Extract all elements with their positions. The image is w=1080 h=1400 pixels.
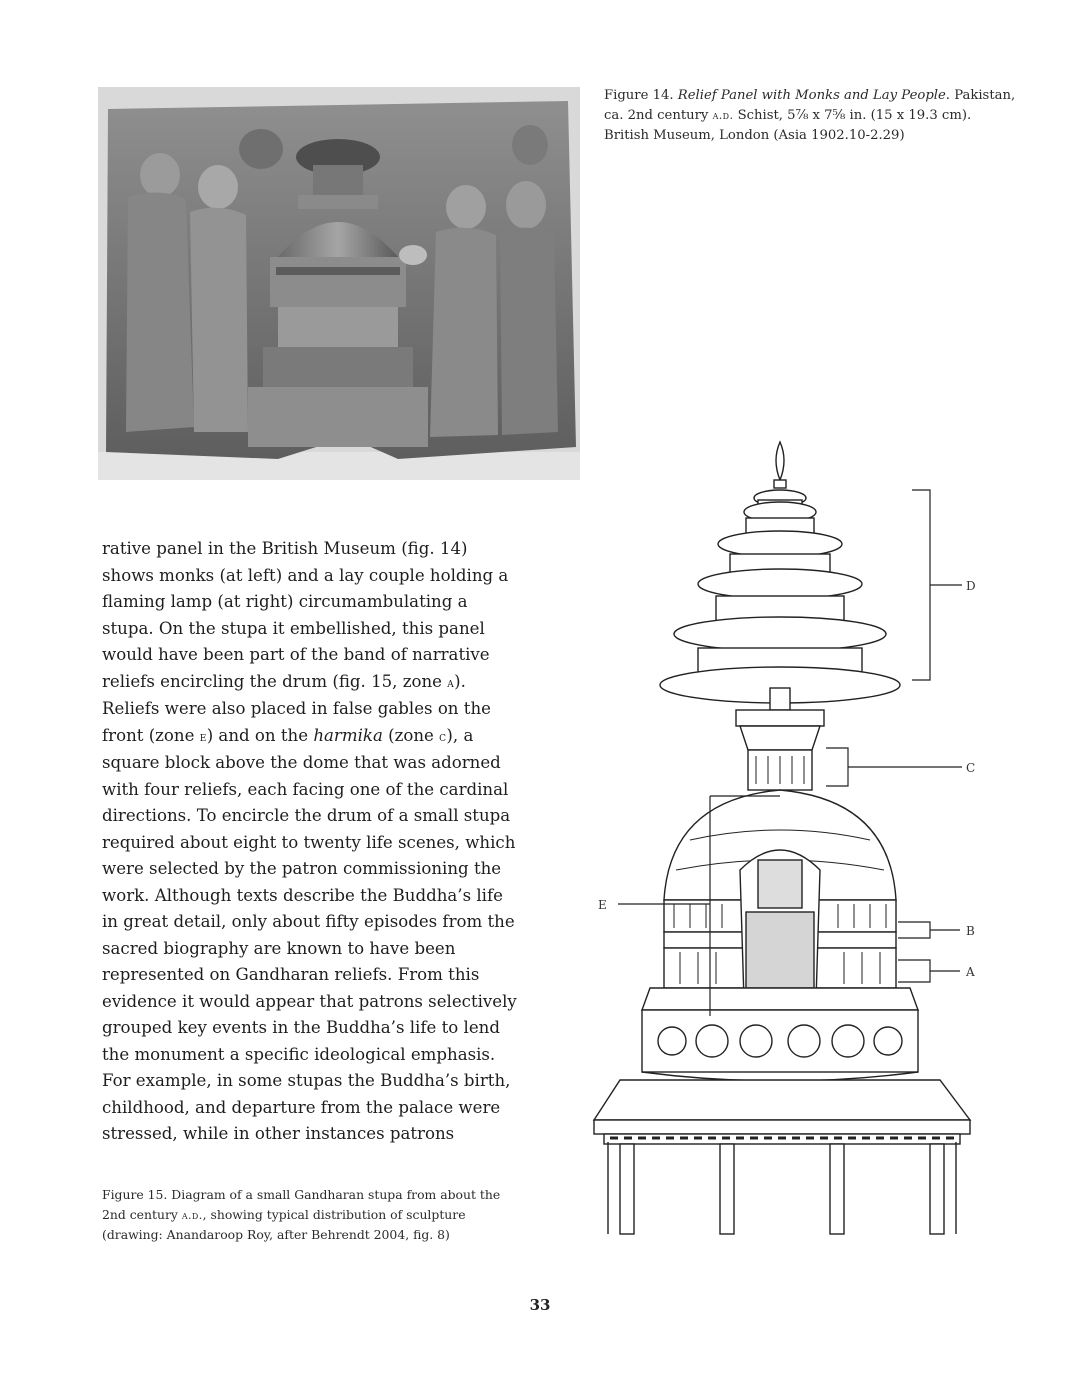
relief-panel-photo [98,87,580,480]
body-text-part-5: ), a square block above the dome that was adorned with four reliefs, each facing one of the cardinal directions. To encircle the drum of a small stupa required about eight to twenty life scenes, which were selected by the patron commissioning the work. Although texts describe the Buddha’s life in great detail, only about fifty episodes from the sacred biography are known to have been represented on Gandharan reliefs. From this evidence it would appear that patrons selectively grouped key events in the Buddha’s life to lend the monument a specific ideological emphasis. For example, in some stupas the Buddha’s birth, childhood, and departure from the palace were stressed, while in other instances patrons [102,725,517,1143]
body-text-part-4: (zone [388,725,434,745]
zone-label-c: C [966,761,976,775]
figure-14-era: a.d. [712,109,734,122]
zone-e-ref: e [199,728,207,744]
stupa-diagram [580,430,1020,1270]
figure-14-title: Relief Panel with Monks and Lay People. [677,88,950,103]
figure-14-place: Pakistan, [954,88,1016,103]
body-text-part-3: ) and on the [206,725,309,745]
body-paragraph [102,536,522,1148]
zone-a-ref: a [447,674,455,690]
zone-label-b: B [966,924,975,938]
figure-14-date: ca. 2nd century [604,108,709,123]
page-number: 33 [529,1296,551,1314]
stupa-drawing [580,430,1020,1270]
body-text [102,536,522,1148]
figure-15-caption-credit: , showing typical distribution of sculpture (drawing: Anandaroop Roy, after Behrendt 2004, fig. 8) [102,1206,466,1242]
body-text-part-2: ). Reliefs were also placed in false gables on the front (zone [102,671,491,745]
zone-c-ref: c [439,728,447,744]
figure-15-caption-text: Figure 15. Diagram of a small Gandharan stupa from about the 2nd century [102,1187,501,1222]
figure-14-collection: British Museum, London (Asia 1902.10-2.29) [604,128,905,143]
figure-14-label: Figure 14. [604,88,674,103]
figure-14-caption [604,86,1024,146]
figure-14-material: Schist, 5⅞ x 7⅝ in. (15 x 19.3 cm). [737,108,972,123]
figure-15-caption [102,1185,502,1245]
zone-label-d: D [966,579,976,593]
zone-label-a: A [966,965,975,979]
zone-label-e: E [598,898,607,912]
figure-15-era: a.d. [181,1208,203,1222]
relief-panel-image [98,87,580,480]
body-text-part-1: rative panel in the British Museum (fig. 14) shows monks (at left) and a lay couple holding a flaming lamp (at right) circumambulating a stupa. On the stupa it embellished, this panel would have been part of the band of narrative reliefs encircling the drum (fig. 15, zone [102,539,509,691]
harmika-term: harmika [313,725,383,745]
